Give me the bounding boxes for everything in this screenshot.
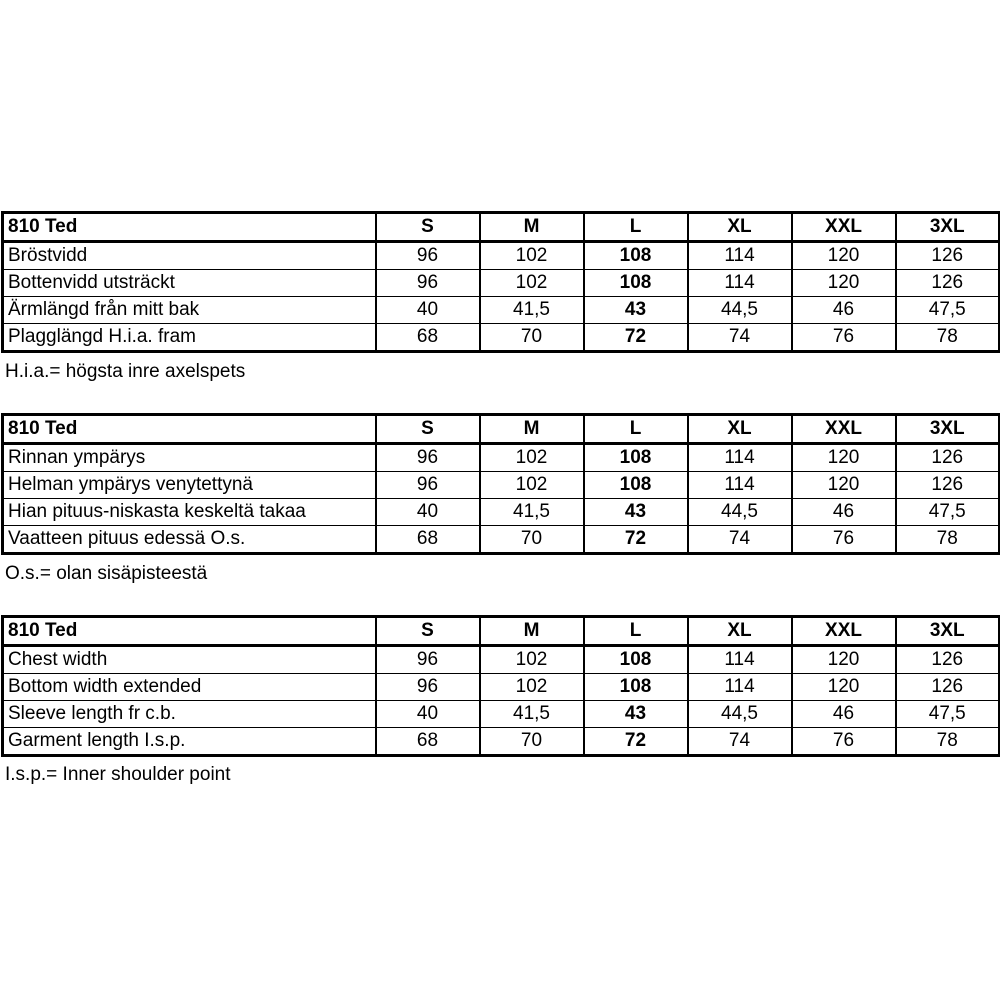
cell-value: 41,5: [480, 499, 584, 526]
row-label: Bottenvidd utsträckt: [3, 270, 376, 297]
table-row: [3, 270, 1000, 297]
cell-value: 126: [896, 646, 1000, 674]
cell-value-highlighted: 43: [584, 297, 688, 324]
cell-value: 68: [376, 324, 480, 352]
table-row: [3, 674, 1000, 701]
table-row: [3, 526, 1000, 554]
cell-value: 70: [480, 324, 584, 352]
cell-value: 120: [792, 242, 896, 270]
cell-value: 102: [480, 242, 584, 270]
cell-value: 126: [896, 270, 1000, 297]
cell-value-highlighted: 43: [584, 701, 688, 728]
cell-value: 96: [376, 444, 480, 472]
cell-value: 44,5: [688, 701, 792, 728]
cell-value: 70: [480, 526, 584, 554]
row-label: Hian pituus-niskasta keskeltä takaa: [3, 499, 376, 526]
cell-value: 102: [480, 444, 584, 472]
cell-value: 114: [688, 444, 792, 472]
cell-value: 114: [688, 646, 792, 674]
cell-value: 68: [376, 526, 480, 554]
cell-value: 46: [792, 297, 896, 324]
cell-value: 102: [480, 674, 584, 701]
cell-value: 40: [376, 297, 480, 324]
cell-value: 96: [376, 242, 480, 270]
cell-value: 68: [376, 728, 480, 756]
size-header-l: L: [584, 213, 688, 242]
cell-value: 41,5: [480, 297, 584, 324]
cell-value: 46: [792, 701, 896, 728]
row-label: Bottom width extended: [3, 674, 376, 701]
size-chart-swedish: [1, 211, 999, 353]
cell-value: 96: [376, 646, 480, 674]
cell-value: 47,5: [896, 701, 1000, 728]
size-header-l: L: [584, 617, 688, 646]
table-row: [3, 324, 1000, 352]
table-row: [3, 242, 1000, 270]
table-row: [3, 701, 1000, 728]
cell-value: 114: [688, 472, 792, 499]
cell-value: 126: [896, 472, 1000, 499]
cell-value: 102: [480, 472, 584, 499]
table-row: [3, 297, 1000, 324]
cell-value: 70: [480, 728, 584, 756]
cell-value: 126: [896, 242, 1000, 270]
cell-value: 76: [792, 324, 896, 352]
cell-value: 114: [688, 674, 792, 701]
size-header-m: M: [480, 617, 584, 646]
size-header-l: L: [584, 415, 688, 444]
cell-value: 76: [792, 728, 896, 756]
cell-value: 46: [792, 499, 896, 526]
table-row: [3, 646, 1000, 674]
cell-value: 114: [688, 242, 792, 270]
cell-value-highlighted: 72: [584, 728, 688, 756]
row-label: Garment length I.s.p.: [3, 728, 376, 756]
row-label: Chest width: [3, 646, 376, 674]
table-title: 810 Ted: [3, 415, 376, 444]
size-chart-finnish: [1, 413, 999, 555]
row-label: Helman ympärys venytettynä: [3, 472, 376, 499]
size-header-xxl: XXL: [792, 415, 896, 444]
cell-value-highlighted: 108: [584, 646, 688, 674]
size-header-m: M: [480, 213, 584, 242]
table-header-row: [3, 617, 1000, 646]
cell-value: 102: [480, 270, 584, 297]
table-title: 810 Ted: [3, 617, 376, 646]
table-row: [3, 499, 1000, 526]
size-header-s: S: [376, 213, 480, 242]
cell-value: 44,5: [688, 499, 792, 526]
cell-value-highlighted: 108: [584, 674, 688, 701]
footnote: H.i.a.= högsta inre axelspets: [5, 361, 246, 382]
size-table: [1, 615, 1000, 757]
row-label: Plagglängd H.i.a. fram: [3, 324, 376, 352]
cell-value: 126: [896, 674, 1000, 701]
size-chart-english: [1, 615, 999, 757]
cell-value: 47,5: [896, 499, 1000, 526]
cell-value: 120: [792, 674, 896, 701]
table-header-row: [3, 415, 1000, 444]
size-header-xxl: XXL: [792, 213, 896, 242]
cell-value: 78: [896, 526, 1000, 554]
cell-value: 114: [688, 270, 792, 297]
cell-value: 102: [480, 646, 584, 674]
size-header-m: M: [480, 415, 584, 444]
table-row: [3, 728, 1000, 756]
row-label: Vaatteen pituus edessä O.s.: [3, 526, 376, 554]
size-header-xl: XL: [688, 415, 792, 444]
cell-value: 96: [376, 674, 480, 701]
cell-value-highlighted: 108: [584, 242, 688, 270]
cell-value: 96: [376, 270, 480, 297]
size-header-s: S: [376, 415, 480, 444]
cell-value-highlighted: 43: [584, 499, 688, 526]
cell-value: 120: [792, 646, 896, 674]
cell-value: 78: [896, 324, 1000, 352]
row-label: Rinnan ympärys: [3, 444, 376, 472]
footnote: I.s.p.= Inner shoulder point: [5, 764, 231, 785]
size-table: [1, 413, 1000, 555]
table-header-row: [3, 213, 1000, 242]
table-row: [3, 444, 1000, 472]
cell-value-highlighted: 108: [584, 444, 688, 472]
cell-value: 78: [896, 728, 1000, 756]
size-table: [1, 211, 1000, 353]
size-header-3xl: 3XL: [896, 415, 1000, 444]
row-label: Sleeve length fr c.b.: [3, 701, 376, 728]
size-header-3xl: 3XL: [896, 617, 1000, 646]
cell-value: 96: [376, 472, 480, 499]
cell-value-highlighted: 108: [584, 472, 688, 499]
size-header-xl: XL: [688, 617, 792, 646]
cell-value-highlighted: 72: [584, 324, 688, 352]
cell-value: 126: [896, 444, 1000, 472]
cell-value-highlighted: 108: [584, 270, 688, 297]
cell-value: 47,5: [896, 297, 1000, 324]
cell-value: 44,5: [688, 297, 792, 324]
cell-value: 74: [688, 526, 792, 554]
size-header-3xl: 3XL: [896, 213, 1000, 242]
cell-value: 120: [792, 270, 896, 297]
cell-value: 74: [688, 324, 792, 352]
cell-value-highlighted: 72: [584, 526, 688, 554]
table-row: [3, 472, 1000, 499]
footnote: O.s.= olan sisäpisteestä: [5, 563, 208, 584]
cell-value: 76: [792, 526, 896, 554]
size-header-xl: XL: [688, 213, 792, 242]
cell-value: 41,5: [480, 701, 584, 728]
cell-value: 74: [688, 728, 792, 756]
cell-value: 40: [376, 499, 480, 526]
size-header-s: S: [376, 617, 480, 646]
row-label: Bröstvidd: [3, 242, 376, 270]
cell-value: 40: [376, 701, 480, 728]
cell-value: 120: [792, 472, 896, 499]
table-title: 810 Ted: [3, 213, 376, 242]
cell-value: 120: [792, 444, 896, 472]
row-label: Ärmlängd från mitt bak: [3, 297, 376, 324]
size-header-xxl: XXL: [792, 617, 896, 646]
